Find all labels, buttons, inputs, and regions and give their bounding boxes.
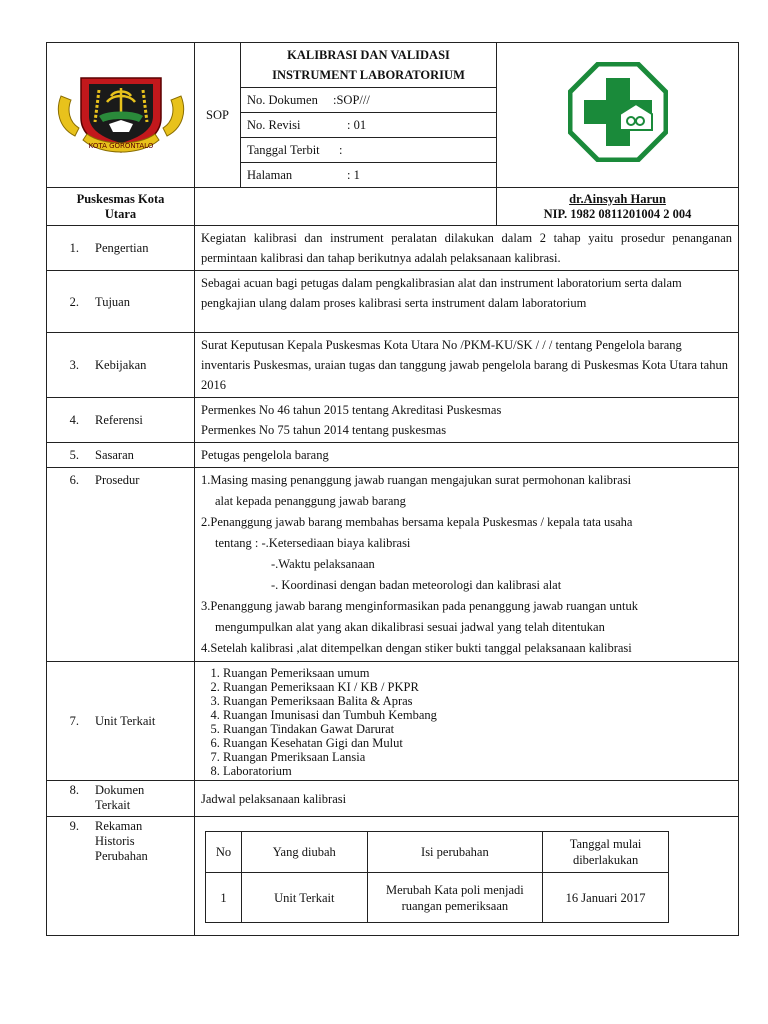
city-emblem-cell — [47, 43, 195, 188]
document-title-line2: INSTRUMENT LABORATORIUM — [272, 68, 465, 82]
signer-nip: NIP. 1982 0811201004 2 004 — [543, 206, 692, 221]
history-header-isi: Isi perubahan — [367, 832, 543, 873]
section-label-sasaran: 5. Sasaran — [47, 443, 195, 468]
list-item: 6. Ruangan Kesehatan Gigi dan Mulut — [223, 736, 732, 750]
history-header-tanggal: Tanggal mulai diberlakukan — [543, 832, 669, 873]
meta-tanggal-terbit: Tanggal Terbit : — [241, 138, 497, 163]
meta-halaman: Halaman : 1 — [241, 163, 497, 188]
meta-no-revisi: No. Revisi : 01 — [241, 113, 497, 138]
section-label-unit-terkait: 7. Unit Terkait — [47, 662, 195, 781]
sop-label: SOP — [195, 43, 241, 188]
list-item: 3. Ruangan Pemeriksaan Balita & Apras — [223, 694, 732, 708]
signer-name: dr.Ainsyah Harun — [569, 191, 666, 206]
section-label-kebijakan: 3. Kebijakan — [47, 333, 195, 398]
puskesmas-logo-icon — [568, 62, 668, 162]
section-label-prosedur: 6. Prosedur — [47, 468, 195, 662]
unit-list — [201, 666, 732, 778]
document-title — [241, 43, 497, 88]
puskesmas-logo-cell — [497, 43, 739, 188]
list-item: 1. Ruangan Pemeriksaan umum — [223, 666, 732, 680]
section-content-tujuan: Sebagai acuan bagi petugas dalam pengkalibrasian alat dan instrument laboratorium serta dalam pengkajian ulang dalam proses kalibrasi serta instrument dalam laboratorium — [195, 271, 739, 333]
list-item: 5. Ruangan Tindakan Gawat Darurat — [223, 722, 732, 736]
prosedur-step-1: 1.Masing masing penanggung jawab ruangan mengajukan surat permohonan kalibrasi — [201, 473, 632, 487]
section-label-referensi: 4. Referensi — [47, 398, 195, 443]
section-label-pengertian: 1. Pengertian — [47, 226, 195, 271]
list-item: 4. Ruangan Imunisasi dan Tumbuh Kembang — [223, 708, 732, 722]
history-header-no: No — [206, 832, 242, 873]
blank-signature-space — [195, 188, 497, 226]
section-content-kebijakan: Surat Keputusan Kepala Puskesmas Kota Utara No /PKM-KU/SK / / / tentang Pengelola barang inventaris Puskesmas, uraian tugas dan tanggung jawab pengelola barang di Puskesmas Kota Utara tahun 2016 — [195, 333, 739, 398]
history-table — [205, 831, 669, 923]
list-item: 2. Ruangan Pemeriksaan KI / KB / PKPR — [223, 680, 732, 694]
section-label-dokumen-terkait: 8. Dokumen Terkait — [47, 781, 195, 817]
section-content-referensi: Permenkes No 46 tahun 2015 tentang Akreditasi Puskesmas Permenkes No 75 tahun 2014 tentang puskesmas — [195, 398, 739, 443]
history-cell-yang-diubah: Unit Terkait — [241, 873, 367, 923]
city-emblem-icon — [53, 66, 189, 158]
section-label-rekaman: 9. Rekaman Historis Perubahan — [47, 817, 195, 936]
section-content-dokumen-terkait: Jadwal pelaksanaan kalibrasi — [195, 781, 739, 817]
section-content-pengertian: Kegiatan kalibrasi dan instrument peralatan dilakukan dalam 2 tahap yaitu prosedur penanganan permintaan kalibrasi dan tahap berikutnya adalah pelaksanaan kalibrasi. — [195, 226, 739, 271]
history-header-yang-diubah: Yang diubah — [241, 832, 367, 873]
section-content-sasaran: Petugas pengelola barang — [195, 443, 739, 468]
prosedur-step-2: 2.Penanggung jawab barang membahas bersama kepala Puskesmas / kepala tata usaha — [201, 515, 633, 529]
signer-block — [497, 188, 739, 226]
table-row — [206, 873, 669, 923]
section-content-prosedur: 1.Masing masing penanggung jawab ruangan mengajukan surat permohonan kalibrasi alat kepada penanggung jawab barang 2.Penanggung jawab barang membahas bersama kepala Puskesmas / kepala tata usaha tentang : -.Ketersediaan biaya kalibrasi -.Waktu pelaksanaan -. Koordinasi dengan badan meteorologi dan kalibrasi alat 3.Penanggung jawab barang menginformasikan pada penanggung jawab ruangan untuk mengumpulkan alat yang akan dikalibrasi sesuai jadwal yang telah ditentukan 4.Setelah kalibrasi ,alat ditempelkan dengan stiker bukti tanggal pelaksanaan kalibrasi — [195, 468, 739, 662]
emblem-text: KOTA GORONTALO — [88, 142, 154, 150]
meta-no-dokumen: No. Dokumen :SOP/// — [241, 88, 497, 113]
document-title-line1: KALIBRASI DAN VALIDASI — [287, 48, 450, 62]
organization-name: Puskesmas Kota Utara — [47, 188, 195, 226]
list-item: 7. Ruangan Pmeriksaan Lansia — [223, 750, 732, 764]
section-label-tujuan: 2. Tujuan — [47, 271, 195, 333]
sop-document — [46, 42, 738, 936]
history-cell-no: 1 — [206, 873, 242, 923]
history-cell-isi: Merubah Kata poli menjadi ruangan pemeriksaan — [367, 873, 543, 923]
prosedur-step-3: 3.Penanggung jawab barang menginformasikan pada penanggung jawab ruangan untuk — [201, 599, 639, 613]
sop-table — [46, 42, 739, 936]
history-cell-tanggal: 16 Januari 2017 — [543, 873, 669, 923]
section-content-rekaman — [195, 817, 739, 936]
section-content-unit-terkait — [195, 662, 739, 781]
prosedur-step-4: 4.Setelah kalibrasi ,alat ditempelkan dengan stiker bukti tanggal pelaksanaan kalibrasi — [201, 641, 632, 655]
list-item: 8. Laboratorium — [223, 764, 732, 778]
